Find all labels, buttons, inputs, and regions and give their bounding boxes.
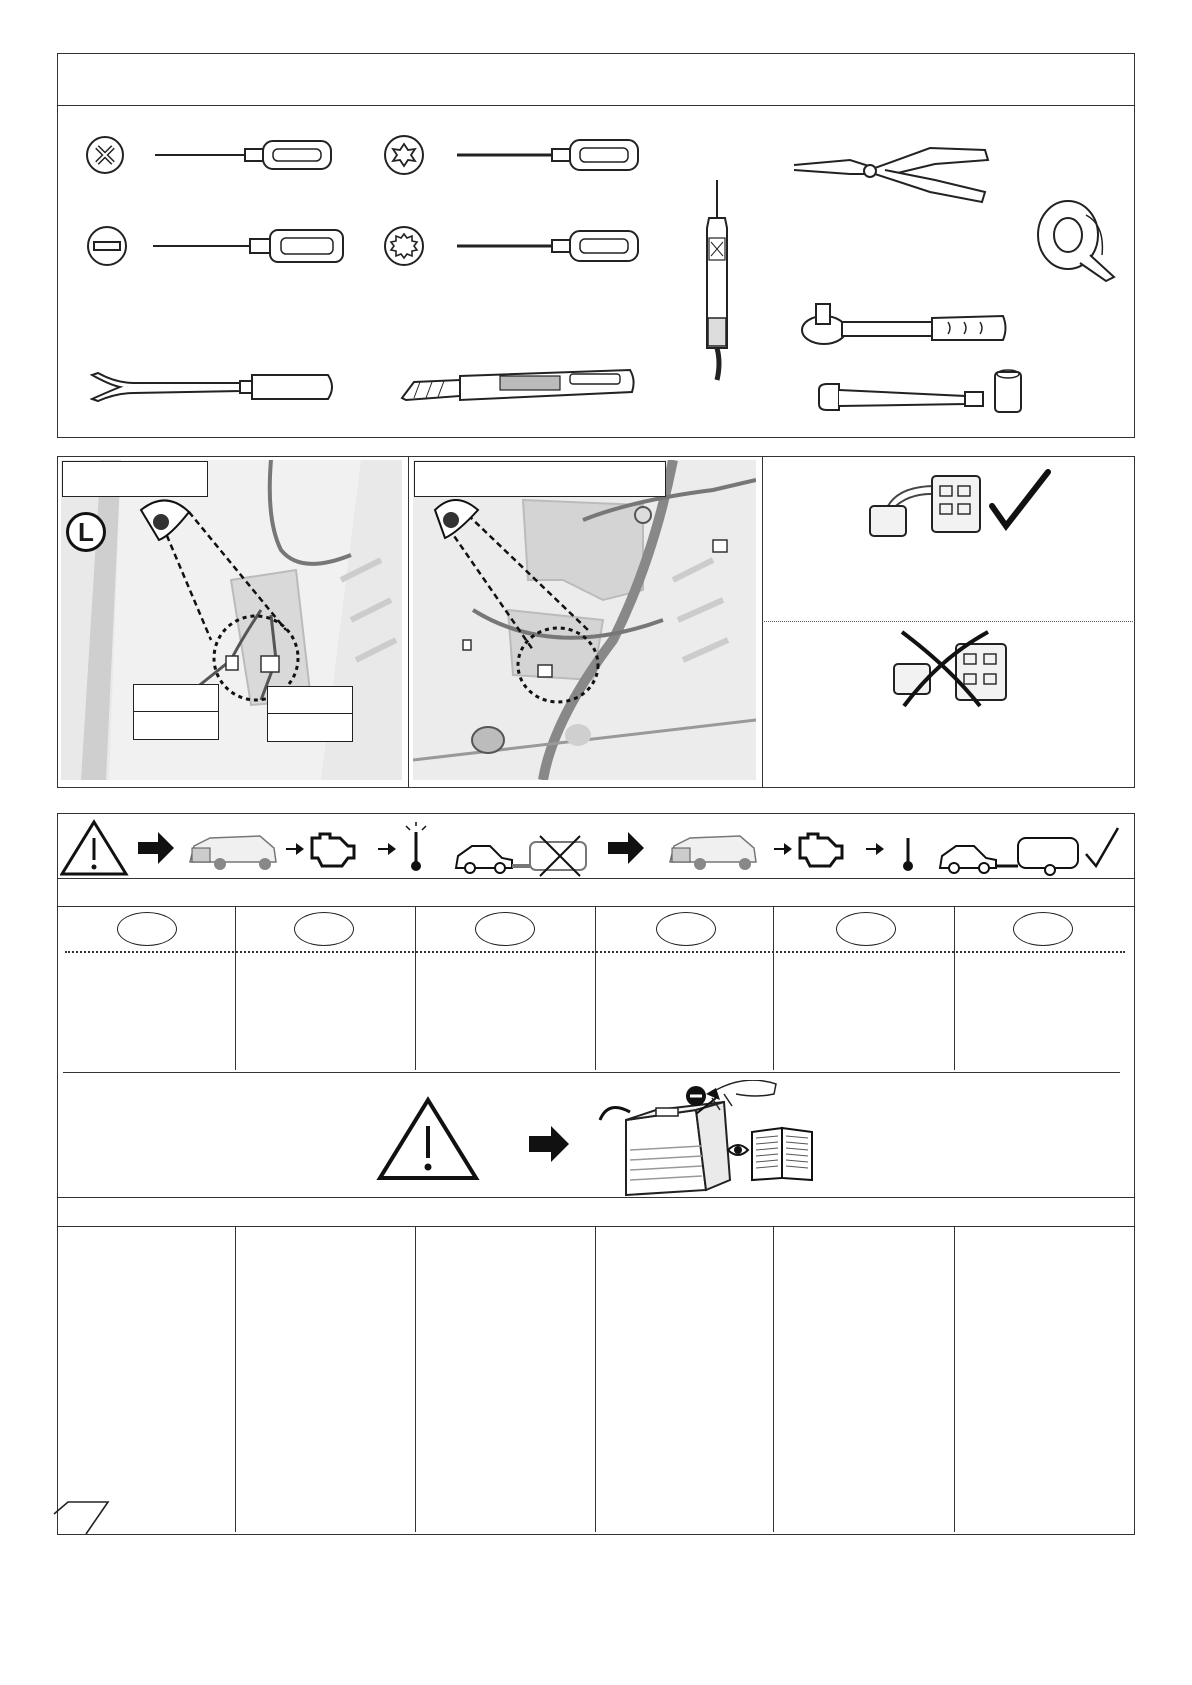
side-marker-circle [66,512,106,552]
connector-label-left-top [133,684,219,713]
instr-col-divider-2 [415,1227,416,1532]
car-with-trailer-connected-icon [940,828,1118,875]
lang-col-divider-2 [415,907,416,1070]
trim-removal-tool-icon [90,365,340,409]
ratchet-wrench-icon [798,300,1010,352]
lang-col-divider-5 [954,907,955,1070]
language-badge-2 [294,912,354,946]
lang-col-divider-3 [595,907,596,1070]
page-corner-tab [52,1500,112,1538]
engine-icon [312,834,354,866]
language-badge-3 [475,912,535,946]
connector-correct-illustration [866,466,1056,546]
torx-screwdriver-icon [382,132,642,180]
flat-screwdriver-icon [85,223,347,269]
temperature-icon-2 [903,838,913,871]
checkmark-icon-2 [1086,828,1118,866]
pliers-icon [790,140,990,210]
battery-warning-icon [376,1096,480,1182]
lang-col-divider-4 [773,907,774,1070]
side-marker-label: L [78,517,94,547]
car-front-icon-2 [670,836,756,870]
temperature-icon [406,822,426,871]
connector-label-right-bottom [267,713,353,742]
instr-col-divider-5 [954,1227,955,1532]
warning-icon [62,822,126,874]
language-badge-1 [117,912,177,946]
battery-arrow-icon [527,1124,571,1164]
instr-col-divider-3 [595,1227,596,1532]
instr-col-divider-1 [235,1227,236,1532]
owner-manual-icon [726,1126,816,1182]
connector-label-left-bottom [133,711,219,740]
tools-header-bar [58,54,1134,106]
instr-col-divider-4 [773,1227,774,1532]
multipoint-screwdriver-icon [382,222,642,270]
utility-knife-icon [400,360,640,410]
connector-wrong-illustration [890,628,1020,710]
panel2-caption-box [414,461,666,497]
socket-extension-icon [815,366,1025,428]
voltage-tester-icon [697,178,737,383]
language-dotted-separator [65,951,1125,953]
location-divider-1 [408,456,409,788]
language-section-bottom-rule [63,1072,1120,1073]
languages-header-bar [57,878,1135,907]
checkmark-icon [992,472,1048,526]
lang-col-divider-1 [235,907,236,1070]
insulating-tape-icon [1030,195,1120,285]
language-badge-4 [656,912,716,946]
connector-label-right-top [267,686,353,715]
car-front-icon [190,836,276,870]
vehicle-interior-illustration-right [413,460,756,780]
language-badge-5 [836,912,896,946]
engine-icon-2 [800,834,842,866]
warning-sequence-row [60,818,1132,878]
car-with-trailer-disconnected-icon [456,836,586,876]
instructions-header-bar [57,1197,1135,1227]
phillips-screwdriver-icon [85,133,335,179]
connector-check-separator [762,621,1135,622]
panel1-caption-box [62,461,208,497]
language-badge-6 [1013,912,1073,946]
location-divider-2 [762,456,763,788]
